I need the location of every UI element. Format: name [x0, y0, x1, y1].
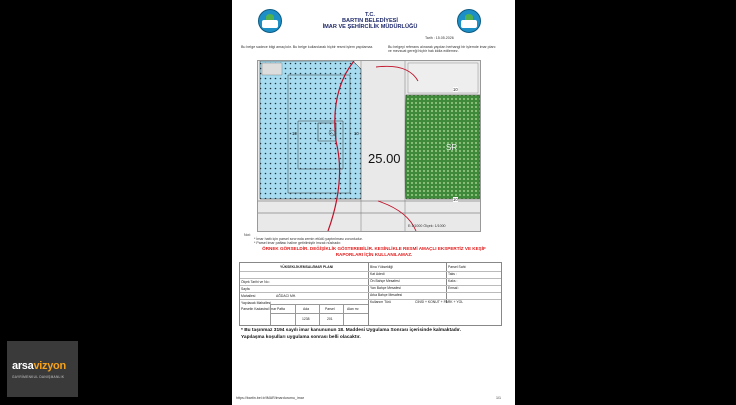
- logo-text-vizyon: vizyon: [33, 360, 66, 372]
- sample-warning: [240, 246, 508, 258]
- arsavizyon-logo: [7, 341, 78, 397]
- legal-notes: [241, 328, 461, 342]
- table-mahalle-value: AĞDACI MH.: [276, 294, 297, 298]
- pafta-header: Pafta: [277, 307, 285, 311]
- legal-note-line2: Yapılaşma koşulları uygulama sonrası belli olacaktır.: [241, 334, 361, 340]
- table-mid-label: Kullanım Türü: [370, 300, 392, 304]
- warning-line2: RAPORLARI İÇİN KULLANILAMAZ.: [335, 252, 413, 258]
- table-mid-label: Bina Yüksekliği: [370, 265, 393, 269]
- table-row-label: Parselin Kadastral İmar: [241, 307, 277, 311]
- alan-header: Alan m²: [347, 307, 359, 311]
- table-mid-label: Ön Bahçe Mesafesi: [370, 279, 400, 283]
- header-department: İMAR VE ŞEHİRCİLİK MÜDÜRLÜĞÜ: [322, 24, 418, 30]
- table-right-label: Parsel Sahi:: [448, 265, 467, 269]
- table-mid-label: Kat Adedi: [370, 272, 385, 276]
- parsel-header: Parsel: [325, 307, 335, 311]
- document-header: [285, 12, 455, 30]
- setback-label-bottom: 10: [453, 197, 458, 202]
- legal-note-line1: * Bu taşınmaz 3194 sayılı imar kanununun 18. Maddesi Uygulama Sonrası içerisinde kalmaktadır.: [241, 328, 461, 333]
- zoning-map: [257, 60, 481, 232]
- table-mid-label: Yan Bahçe Mesafesi: [370, 286, 401, 290]
- parsel-value: 201: [327, 317, 333, 321]
- map-scale-note: E:1/1000 Ölçek: 1/1000: [408, 224, 446, 228]
- page-number: 1/1: [496, 396, 501, 400]
- zone-code-label: SR: [446, 143, 458, 152]
- table-right-label: Emsal :: [448, 286, 460, 290]
- table-row-label: Ölçek Tarihi ve No :: [241, 280, 271, 284]
- info-note-right: Bu belgeyi referans alınarak yapılan herhangi bir işlemde imar planı ve mevzuat gereği hiçbir hak iddia edilemez.: [388, 45, 496, 54]
- usage-type-value: CİNSİ + KONUT + PARK + YOL: [415, 300, 464, 304]
- zoning-table: [239, 262, 502, 326]
- map-note-line1: * İmar hattı için parsel sınırında zemin etüdü yaptırılması zorunludur.: [254, 237, 363, 242]
- table-header-left: YÜKSEKLİK/EMSAL/İMAR PLANI: [280, 265, 334, 269]
- table-row-label: Yapılacak Mahallesi: [241, 301, 271, 305]
- info-note-left: Bu belge sadece bilgi amaçlıdır. Bu belge kullanılarak hiçbir resmi işlem yapılamaz.: [241, 45, 374, 49]
- ada-value: 1238: [302, 317, 310, 321]
- map-note-line2: * Parsel imar paftası haline getirilmiştir imzalı nüshadır.: [254, 241, 342, 246]
- logo-text-arsa: arsa: [12, 360, 34, 372]
- bartin-seal-left-icon: [258, 9, 282, 33]
- setback-label-mid: 10: [354, 131, 359, 136]
- page-url: https://bartin.bel.tr/IMAR/imardurumu_imar: [236, 396, 304, 400]
- table-right-label: Kaks :: [448, 279, 458, 283]
- map-note: [244, 233, 363, 245]
- setback-label-left: 10: [292, 131, 297, 136]
- road-width-label: 25.00: [368, 151, 401, 166]
- map-note-title: Not:: [244, 233, 251, 237]
- table-row-label: Mahallesi: [241, 294, 256, 298]
- setback-label-right: 10: [453, 87, 458, 92]
- logo-tagline: GAYRİMENKUL DANIŞMANLIK: [12, 375, 65, 379]
- ada-header: Ada: [303, 307, 310, 311]
- header-municipality: BARTIN BELEDİYESİ: [342, 18, 398, 24]
- header-tc: T.C.: [365, 12, 375, 18]
- table-mid-label: Arka Bahçe Mesafesi: [370, 293, 403, 297]
- warning-line1: ÖRNEK GÖRSELDİR. DEĞİŞİKLİK GÖSTEREBİLİR. KESİNLİKLE RESMİ AMAÇLI EKSPERTİZ VE KEŞİF: [262, 246, 486, 251]
- bartin-seal-right-icon: [457, 9, 481, 33]
- table-row-label: Sayfa: [241, 287, 250, 291]
- document-date: Tarih : 15.05.2026: [425, 36, 454, 40]
- table-right-label: Taks :: [448, 272, 457, 276]
